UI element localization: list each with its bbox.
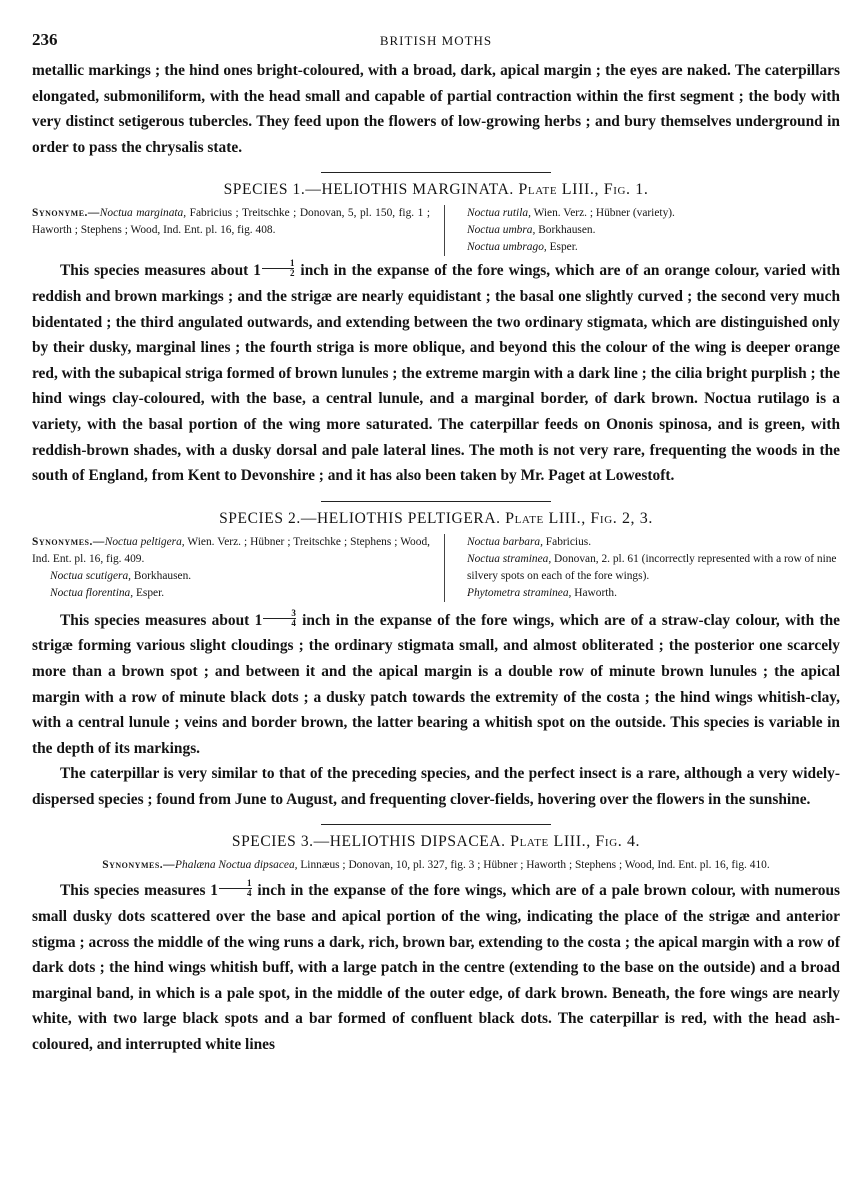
- synonym-reference: Wien. Verz. ; Hübner ; Treitschke ; Stephens ; Wood, Ind. Ent. pl. 16, fig. 409.: [32, 535, 430, 565]
- synonym-entry: [467, 534, 840, 551]
- synonym-reference: Wien. Verz. ; Hübner (variety).: [530, 207, 675, 220]
- synonym-entry: [467, 222, 840, 239]
- synonym-label: Synonyme.—: [32, 207, 100, 220]
- species-1-description: [32, 258, 840, 488]
- synonym-name: Phalæna Noctua dipsacea,: [175, 859, 298, 872]
- fraction-denominator: 2: [289, 268, 295, 279]
- species-3-heading: [32, 833, 840, 851]
- synonym-entry: [467, 551, 840, 585]
- section-divider: [321, 824, 551, 825]
- synonym-name: Noctua straminea,: [467, 552, 552, 565]
- synonym-label: Synonymes.—: [32, 535, 105, 548]
- synonym-reference: Haworth.: [571, 586, 617, 599]
- synonym-reference: Fabricius ; Treitschke ; Donovan, 5, pl. 150, fig. 1 ; Haworth ; Stephens ; Wood, Ind. Ent. pl. 16, fig. 408.: [32, 207, 430, 237]
- species-3-description: [32, 878, 840, 1057]
- synonym-name: Noctua scutigera,: [50, 569, 131, 582]
- description-text: This species measures about 1: [60, 262, 261, 280]
- fraction: [219, 879, 252, 898]
- synonym-reference: Borkhausen.: [535, 224, 596, 237]
- description-text: This species measures about 1: [60, 611, 263, 629]
- species-2-description: [32, 608, 840, 762]
- synonym-reference: Fabricius.: [542, 535, 592, 548]
- synonym-reference: Esper.: [546, 241, 578, 254]
- fraction-numerator: 3: [263, 609, 296, 619]
- synonyms-right-column: [445, 205, 840, 256]
- species-1-title: SPECIES 1.—HELIOTHIS MARGINATA.: [223, 181, 514, 199]
- synonym-reference: Esper.: [133, 586, 165, 599]
- species-1-plate: Plate LIII., Fig. 1.: [518, 181, 649, 199]
- synonym-entry: [32, 205, 430, 239]
- synonym-name: Noctua peltigera,: [104, 535, 185, 548]
- species-3-plate: Plate LIII., Fig. 4.: [510, 833, 641, 851]
- fraction-denominator: 4: [291, 617, 296, 628]
- synonym-entry: [32, 568, 430, 585]
- book-page: [32, 30, 840, 1058]
- species-2-caterpillar-paragraph: The caterpillar is very similar to that of the preceding species, and the perfect insect is a rare, although a very widely-dispersed species ; found from June to August, and frequenting clover-fields, hovering over the flowers in the sunshine.: [32, 765, 840, 808]
- synonym-reference: Linnæus ; Donovan, 10, pl. 327, fig. 3 ; Hübner ; Haworth ; Stephens ; Wood, Ind. Ent. pl. 16, fig. 410.: [297, 859, 770, 872]
- synonym-name: Phytometra straminea,: [467, 586, 572, 599]
- synonym-name: Noctua umbrago,: [467, 241, 547, 254]
- synonym-name: Noctua marginata,: [99, 207, 187, 220]
- synonym-entry: [467, 585, 840, 602]
- page-number: 236: [32, 30, 58, 49]
- synonym-entry: [467, 205, 840, 222]
- synonym-entry: [32, 585, 430, 602]
- fraction: [262, 259, 295, 278]
- species-1-heading: [32, 181, 840, 199]
- species-3-synonyms: [38, 857, 834, 874]
- synonym-name: Noctua umbra,: [467, 224, 536, 237]
- synonym-reference: Donovan, 2. pl. 61 (incorrectly represented with a row of nine silvery spots on each of the fore wings).: [467, 552, 837, 582]
- description-text: inch in the expanse of the fore wings, which are of a straw-clay colour, with the strigæ forming various slight cloudings ; the ordinary stigmata small, and almost obliterated ; the posterior one scarcely more than a brown spot ; and between it and the apical margin is a double row of minute brown lunules ; the apical margin with a row of minute black dots ; a dusky patch towards the extremity of the costa ; the hind wings whitish-clay, with a central lunule ; veins and border brown, the latter bearing a whitish spot on the outside. This species is variable in the depth of its markings.: [32, 611, 841, 757]
- synonym-name: Noctua barbara,: [467, 535, 543, 548]
- synonym-entry: [467, 239, 840, 256]
- species-2-plate: Plate LIII., Fig. 2, 3.: [505, 509, 653, 527]
- section-divider: [321, 172, 551, 173]
- fraction-denominator: 4: [247, 888, 252, 899]
- synonym-label: Synonymes.—: [102, 859, 176, 872]
- synonym-name: Noctua rutila,: [467, 207, 531, 220]
- species-2-title: SPECIES 2.—HELIOTHIS PELTIGERA.: [219, 509, 501, 527]
- description-text: inch in the expanse of the fore wings, which are of a pale brown colour, with numerous small dusky dots scattered over the base and apical portion of the wing, indicating the place of the strigæ and anterior stigma ; across the middle of the wing runs a dark, rich, brown bar, extending to the costa ; the apical margin with a row of dark dots ; the hind wings whitish buff, with a large patch in the centre (extending to the base on the outside) and a broad marginal band, in which is a pale spot, in the middle of the outer edge, of dark brown. Beneath, the fore wings are nearly white, with two large black spots and a bar formed of confluent black dots. The caterpillar is red, with the head ash-coloured, and interrupted white lines: [32, 882, 841, 1054]
- synonym-entry: [32, 534, 430, 568]
- species-3-title: SPECIES 3.—HELIOTHIS DIPSACEA.: [231, 833, 506, 851]
- species-2-synonyms: [32, 534, 840, 602]
- species-1-synonyms: [32, 205, 840, 256]
- page-header: [32, 30, 840, 58]
- intro-paragraph: metallic markings ; the hind ones bright-coloured, with a broad, dark, apical margin ; the eyes are naked. The caterpillars elongated, submoniliform, with the head small and capable of partial contraction within the first segment ; the body with very distinct setigerous tubercles. They feed upon the flowers of low-growing herbs ; and bury themselves underground in order to pass the chrysalis state.: [32, 62, 840, 156]
- synonyms-left-column: [32, 534, 445, 602]
- description-text: This species measures 1: [60, 882, 219, 900]
- description-text: inch in the expanse of the fore wings, which are of an orange colour, varied with reddish and brown markings ; and the strigæ are nearly equidistant ; the basal one slightly curved ; the second very much bidentated ; the third angulated outwards, and extending between the two ordinary stigmata, which are distinguished only by their dusky, marginal lines ; the fourth striga is more oblique, and beyond this the colour of the wing is deeper orange red, with the subapical striga formed of brown lunules ; the extreme margin with a dark line ; the cilia bright purplish ; the hind wings clay-coloured, with the base, a central lunule, and a marginal border, of dark brown. Noctua rutilago is a variety, with the basal portion of the wing more saturated. The caterpillar feeds on Ononis spinosa, and is green, with reddish-brown shades, with a dusky dorsal and pale lateral lines. The moth is not very rare, frequenting the woods in the south of England, from Kent to Devonshire ; and it has also been taken by Mr. Paget at Lowestoft.: [32, 262, 841, 485]
- species-2-heading: [32, 510, 840, 528]
- fraction-numerator: 1: [262, 259, 295, 269]
- synonyms-right-column: [445, 534, 840, 602]
- section-divider: [321, 501, 551, 502]
- fraction: [263, 609, 296, 628]
- synonyms-left-column: [32, 205, 445, 256]
- fraction-numerator: 1: [219, 879, 252, 889]
- running-head: BRITISH MOTHS: [379, 33, 493, 48]
- synonym-reference: Borkhausen.: [131, 569, 192, 582]
- synonym-name: Noctua florentina,: [50, 586, 134, 599]
